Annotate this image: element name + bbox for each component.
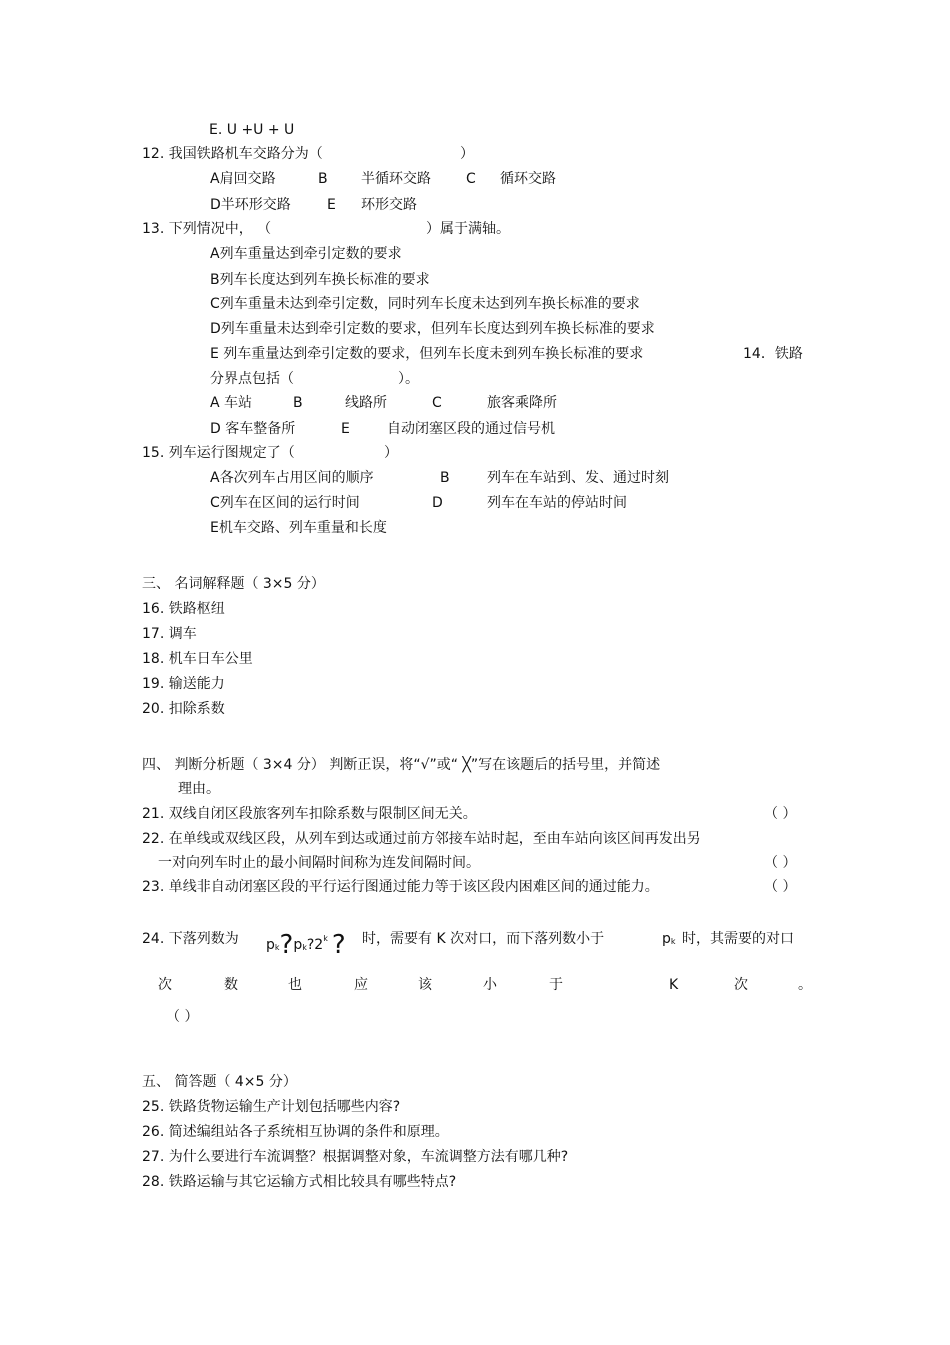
q14-option-b-letter: B [293,395,303,411]
q12-option-a: A肩回交路 [210,171,276,187]
q22-text-line2: 一对向列车时止的最小间隔时间称为连发间隔时间。 [158,855,480,871]
q14-stem: 分界点包括（ [210,371,294,387]
q14-number: 14．铁路 [743,346,803,362]
q24-spread-char: 应 [354,977,368,993]
q12-option-b: 半循环交路 [361,171,431,187]
q24-spread-char: 数 [224,977,238,993]
q12-option-b-letter: B [318,171,328,187]
q14-option-e-letter: E [341,421,350,437]
q14-option-c-letter: C [432,395,442,411]
q15-option-a: A各次列车占用区间的顺序 [210,470,374,486]
section-3-title: 三、 名词解释题（ 3×5 分） [142,576,325,592]
q13-option-a: A列车重量达到牵引定数的要求 [210,246,402,262]
formula-p: p [662,931,671,947]
q24-spread-char: 。 [798,977,812,993]
section-4-title: 四、 判断分析题（ 3×4 分） 判断正误，将“√”或“ ╳”写在该题后的括号里，并简述 [142,757,661,773]
q12-option-e: 环形交路 [361,197,417,213]
q23-text: 23. 单线非自动闭塞区段的平行运行图通过能力等于该区段内困难区间的通过能力。 [142,879,659,895]
q24-answer-bracket: （ ） [166,1009,199,1025]
q14-option-a: A 车站 [210,395,253,411]
section-3-item: 20. 扣除系数 [142,701,225,717]
q13-option-d: D列车重量未达到牵引定数的要求，但列车长度达到列车换长标准的要求 [210,321,655,337]
q21-text: 21. 双线自闭区段旅客列车扣除系数与限制区间无关。 [142,806,477,822]
section-3-item: 16. 铁路枢纽 [142,601,225,617]
section-3-item: 19. 输送能力 [142,676,225,692]
q22-text-line1: 22. 在单线或双线区段，从列车到达或通过前方邻接车站时起，至由车站向该区间再发出另 [142,831,701,847]
q23-answer-bracket: （ ） [764,879,797,895]
q24-spread-char: K [669,977,679,993]
q13-option-e: E 列车重量达到牵引定数的要求，但列车长度未到列车换长标准的要求 [210,346,644,362]
q12-stem: 12. 我国铁路机车交路分为（ [142,146,323,162]
q13-close: ）属于满轴。 [426,221,510,237]
q12-option-d: D半环形交路 [210,197,291,213]
q13-option-c: C列车重量未达到牵引定数，同时列车长度未达到列车换长标准的要求 [210,296,640,312]
section-4-title-cont: 理由。 [178,781,220,797]
q14-option-b: 线路所 [345,395,387,411]
q24-prefix: 24. 下落列数为 [142,931,239,947]
q12-option-c-letter: C [466,171,476,187]
q24-suffix: 时，其需要的对口 [682,931,794,947]
q11-option-e: E. U +U + U [209,122,295,138]
q14-option-e: 自动闭塞区段的通过信号机 [387,421,555,437]
q14-option-c: 旅客乘降所 [487,395,557,411]
section-3-item: 18. 机车日车公里 [142,651,253,667]
section-5-item: 26. 简述编组站各子系统相互协调的条件和原理。 [142,1124,449,1140]
q12-close: ） [460,146,474,162]
q15-option-b: 列车在车站到、发、通过时刻 [487,470,669,486]
q24-spread-char: 次 [158,977,172,993]
section-5-item: 27. 为什么要进行车流调整？根据调整对象，车流调整方法有哪几种? [142,1149,569,1165]
q22-answer-bracket: （ ） [764,855,797,871]
q12-option-e-letter: E [327,197,336,213]
q24-spread-char: 也 [288,977,302,993]
section-5-title: 五、 简答题（ 4×5 分） [142,1074,297,1090]
q15-option-d-letter: D [432,495,443,511]
q24-spread-char: 小 [483,977,497,993]
q24-spread-char: 于 [549,977,563,993]
section-3-item: 17. 调车 [142,626,197,642]
formula-k-subscript: k [670,937,676,946]
formula-p: p [293,937,303,953]
q13-stem: 13. 下列情况中， （ [142,221,272,237]
formula-two: ?2 [306,937,324,953]
q15-option-b-letter: B [440,470,450,486]
section-5-item: 28. 铁路运输与其它运输方式相比较具有哪些特点? [142,1174,457,1190]
q24-formula [266,930,346,960]
formula-question-glyph: ? [279,930,294,960]
q24-spread-char: 次 [734,977,748,993]
formula-k-subscript: k [302,943,307,952]
section-5-item: 25. 铁路货物运输生产计划包括哪些内容? [142,1099,401,1115]
q24-formula-p [662,930,676,951]
q15-option-d: 列车在车站的停站时间 [487,495,627,511]
q15-stem: 15. 列车运行图规定了（ [142,445,295,461]
formula-k-superscript: k [323,934,328,943]
q15-option-e: E机车交路、列车重量和长度 [210,520,387,536]
formula-p: p [266,937,275,953]
q21-answer-bracket: （ ） [764,806,797,822]
q14-option-d: D 客车整备所 [210,421,296,437]
q12-option-c: 循环交路 [500,171,556,187]
q15-close: ） [384,445,398,461]
q15-option-c: C列车在区间的运行时间 [210,495,360,511]
q24-middle-text: 时，需要有 K 次对口，而下落列数小于 [362,931,605,947]
q13-option-b: B列车长度达到列车换长标准的要求 [210,272,430,288]
formula-k-subscript: k [274,943,280,952]
q14-close: ）。 [398,371,419,387]
q24-spread-char: 该 [418,977,432,993]
formula-question-glyph: ? [331,930,346,960]
